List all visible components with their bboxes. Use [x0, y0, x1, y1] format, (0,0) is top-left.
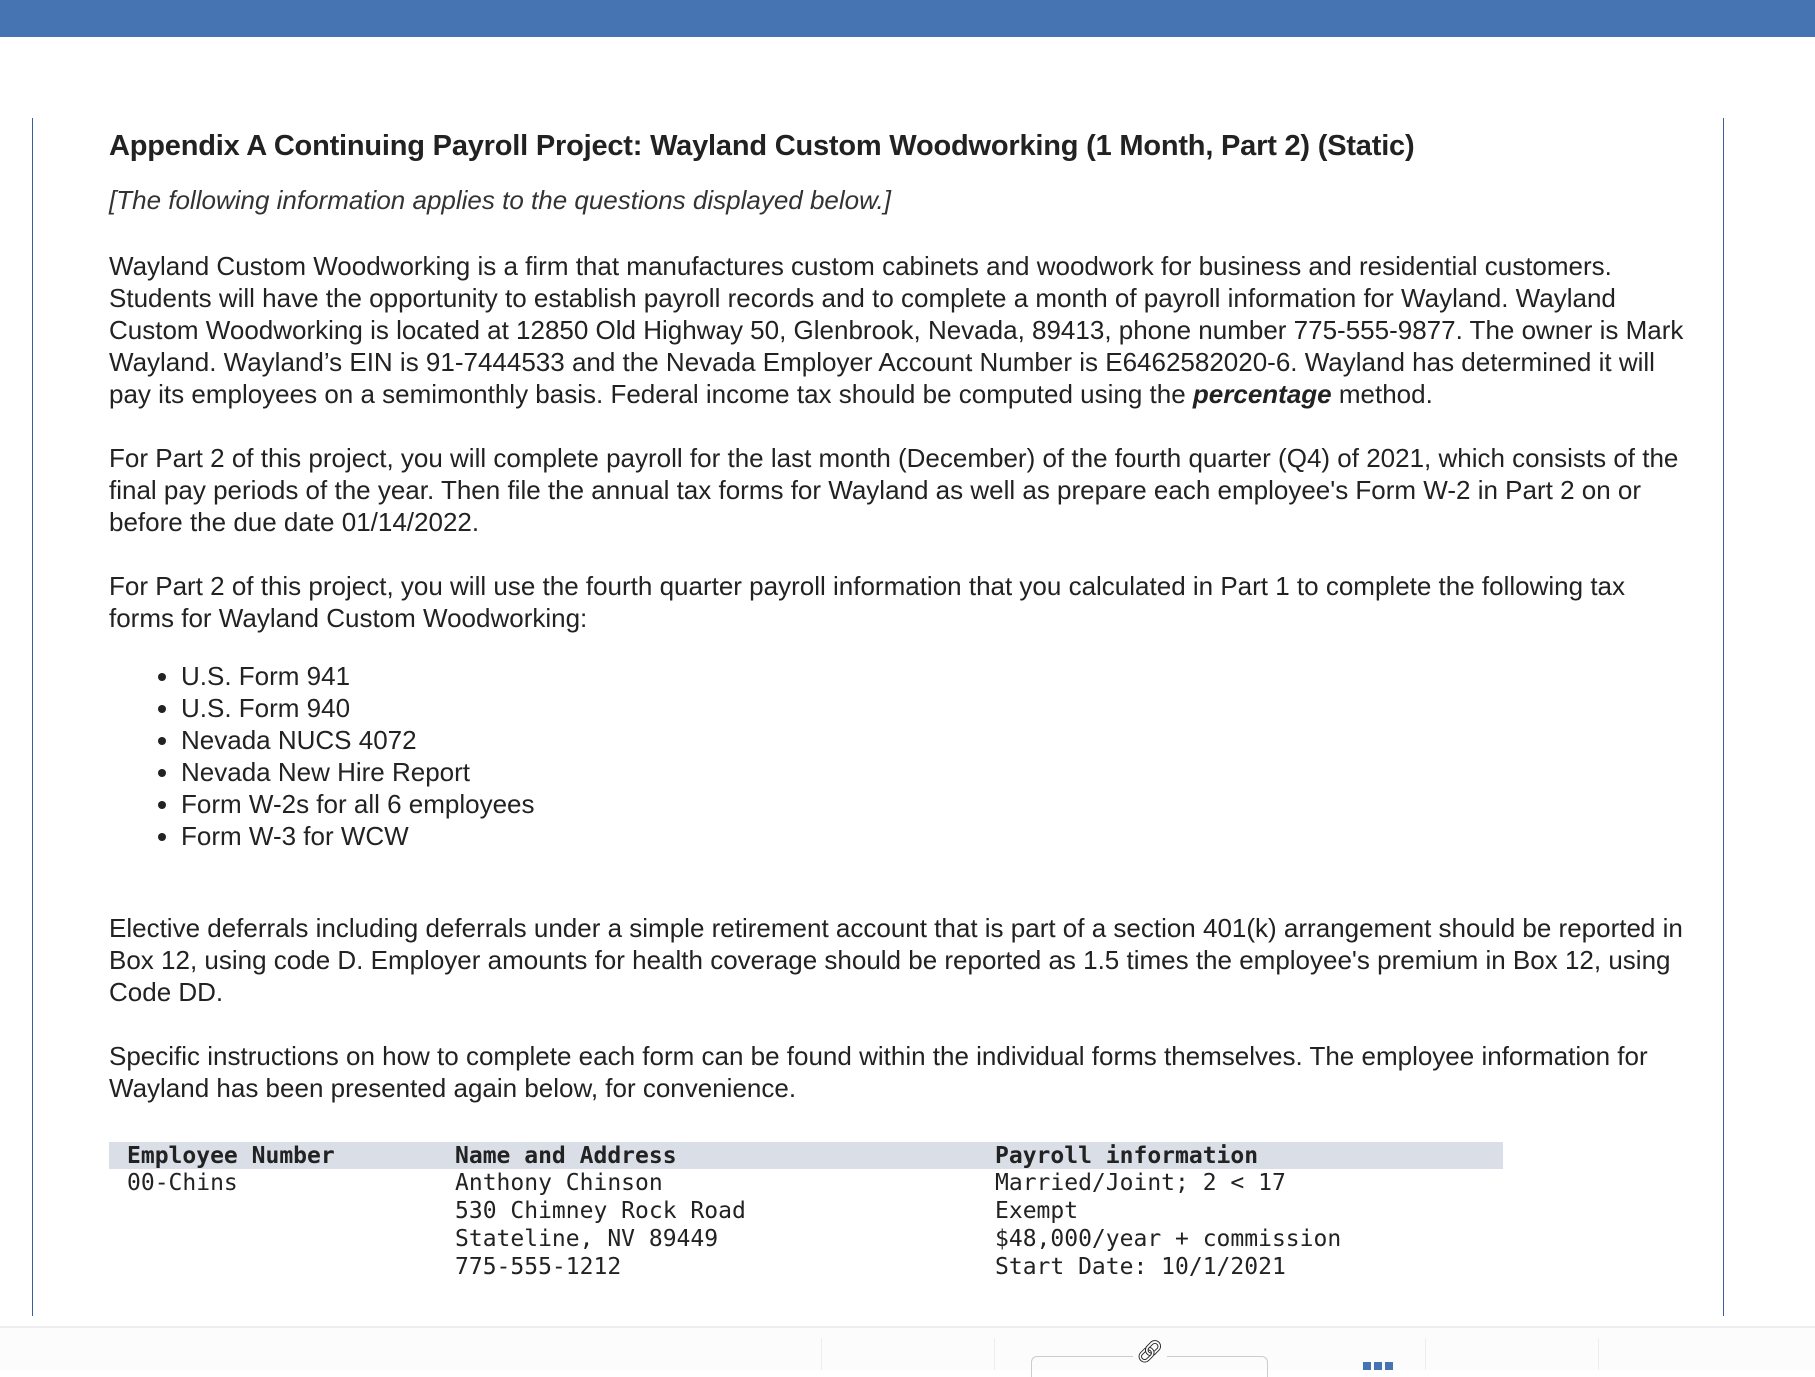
employee-phone: 775-555-1212 [455, 1254, 622, 1280]
employee-street: 530 Chimney Rock Road [455, 1198, 746, 1224]
form-item: • Nevada New Hire Report [181, 756, 1689, 788]
content-panel [32, 118, 1724, 1316]
employee-address [437, 1169, 977, 1281]
employee-table [109, 1142, 1503, 1281]
forms-intro: For Part 2 of this project, you will use the fourth quarter payroll information that you calculated in Part 1 to complete the following tax forms for Wayland Custom Woodworking: [109, 571, 1625, 633]
forms-list [109, 660, 1689, 852]
filing-status: Married/Joint; 2 < 17 [995, 1170, 1286, 1196]
top-bar [0, 0, 1815, 37]
question-content [109, 130, 1689, 1281]
salary: $48,000/year + commission [995, 1226, 1342, 1252]
divider [994, 1338, 995, 1370]
start-date: Start Date: 10/1/2021 [995, 1254, 1286, 1280]
form-item: • Form W-3 for WCW [181, 820, 1689, 852]
employee-payroll [977, 1169, 1503, 1281]
box12-instructions: Elective deferrals including deferrals under a simple retirement account that is part of a section 401(k) arrangement should be reported in Box 12, using code D. Employer amounts for health coverage should be reported as 1.5 times the employee's premium in Box 12, using Code DD. [109, 913, 1683, 1007]
divider [1425, 1338, 1426, 1370]
bottom-toolbar [0, 1326, 1815, 1370]
table-header-row [109, 1142, 1503, 1169]
table-row [109, 1169, 1503, 1281]
form-item: • U.S. Form 941 [181, 660, 1689, 692]
form-item: • U.S. Form 940 [181, 692, 1689, 724]
description-text-end: method. [1331, 379, 1433, 409]
divider [1598, 1338, 1599, 1370]
grid-icon[interactable] [1363, 1362, 1393, 1370]
exempt-status: Exempt [995, 1198, 1079, 1224]
link-icon[interactable]: 🔗︎ [1133, 1342, 1167, 1362]
emphasis-percentage: percentage [1192, 379, 1332, 409]
form-item: • Nevada NUCS 4072 [181, 724, 1689, 756]
form-instructions: Specific instructions on how to complete each form can be found within the individual forms themselves. The employee information for Wayland has been presented again below, for convenience. [109, 1041, 1648, 1103]
header-payroll-info: Payroll information [977, 1142, 1503, 1169]
header-name-address: Name and Address [437, 1142, 977, 1169]
divider [821, 1338, 822, 1370]
company-description [109, 250, 1689, 410]
description-text: Wayland Custom Woodworking is a firm that manufactures custom cabinets and woodwork for business and residential customers. Students will have the opportunity to establish payroll records and to complete a month of payroll information for Wayland. Wayland Custom Woodworking is located at 12850 Old Highway 50, Glenbrook, Nevada, 89413, phone number 775-555-9877. The owner is Mark Wayland. Wayland’s EIN is 91-7444533 and the Nevada Employer Account Number is E6462582020-6. Wayland has determined it will pay its employees on a semimonthly basis. Federal income tax should be computed using the [109, 251, 1684, 409]
form-item: • Form W-2s for all 6 employees [181, 788, 1689, 820]
page-title: Appendix A Continuing Payroll Project: Wayland Custom Woodworking (1 Month, Part 2) (Static) [109, 130, 1415, 162]
employee-name: Anthony Chinson [455, 1170, 663, 1196]
employee-city: Stateline, NV 89449 [455, 1226, 719, 1252]
part2-description: For Part 2 of this project, you will complete payroll for the last month (December) of the fourth quarter (Q4) of 2021, which consists of the final pay periods of the year. Then file the annual tax forms for Wayland as well as prepare each employee's Form W-2 in Part 2 on or before the due date 01/14/2022. [109, 443, 1679, 537]
employee-number: 00-Chins [127, 1170, 238, 1196]
header-employee-number: Employee Number [109, 1142, 437, 1169]
intro-note: [The following information applies to the questions displayed below.] [109, 185, 891, 215]
